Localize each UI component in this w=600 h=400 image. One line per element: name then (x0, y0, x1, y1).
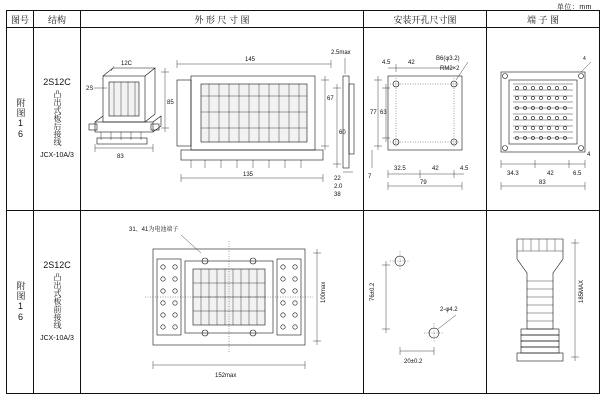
model-label-2: 2S12C (43, 260, 71, 271)
cell-terminal-1 (487, 28, 600, 211)
header-terminal: 端 子 图 (487, 11, 600, 28)
cell-structure-2 (34, 211, 81, 394)
unit-note: 单位：mm (556, 4, 592, 11)
battery-terminal-note: 31、41为电池端子 (129, 227, 179, 234)
svg-text:4: 4 (583, 56, 586, 63)
svg-text:6.5: 6.5 (573, 171, 582, 178)
svg-text:4.5: 4.5 (460, 166, 469, 173)
svg-text:7: 7 (368, 174, 372, 181)
terminal-drawing-2 (487, 211, 599, 393)
cutout-drawing-1 (364, 28, 486, 210)
svg-text:83: 83 (117, 154, 124, 161)
table-row (7, 211, 600, 394)
header-structure: 结构 (34, 11, 81, 28)
svg-text:2-φ4.2: 2-φ4.2 (440, 307, 458, 314)
cell-structure-1 (34, 28, 81, 211)
svg-text:42: 42 (408, 60, 415, 67)
header-outline: 外 形 尺 寸 图 (81, 11, 364, 28)
cell-fig-no-1 (7, 28, 34, 211)
header-fig-no: 图号 (7, 11, 34, 28)
structure-text-2: 凸出式板前接线 (53, 273, 62, 330)
svg-text:185MAX: 185MAX (579, 280, 585, 304)
svg-text:12C: 12C (121, 61, 133, 68)
svg-text:76±0.2: 76±0.2 (370, 282, 376, 302)
svg-text:83: 83 (539, 180, 546, 187)
svg-text:79: 79 (420, 180, 427, 187)
svg-text:145: 145 (245, 57, 256, 64)
svg-text:4: 4 (587, 152, 591, 159)
fig-no-label-2: 附图16 (15, 281, 26, 324)
outline-drawing-2 (81, 211, 363, 393)
svg-text:4.5: 4.5 (382, 60, 391, 67)
cell-outline-2 (81, 211, 364, 394)
series-code-2: JCX-10A/3 (40, 335, 74, 343)
svg-text:34.3: 34.3 (507, 171, 519, 178)
svg-text:85: 85 (167, 100, 174, 107)
svg-text:100max: 100max (321, 281, 327, 304)
svg-text:77: 77 (370, 110, 377, 117)
fig-no-label-1: 附图16 (15, 98, 26, 141)
svg-text:B6(φ3.2): B6(φ3.2) (436, 56, 460, 63)
model-label-1: 2S12C (43, 77, 71, 88)
cell-terminal-2 (487, 211, 600, 394)
svg-text:67: 67 (327, 96, 334, 103)
svg-text:63: 63 (380, 110, 387, 117)
svg-text:22: 22 (334, 176, 341, 183)
svg-text:RM2×2: RM2×2 (440, 66, 460, 73)
structure-block-2 (34, 256, 80, 348)
svg-text:2S: 2S (86, 86, 94, 93)
cell-cutout-1 (364, 28, 487, 211)
svg-text:42: 42 (547, 171, 554, 178)
structure-text-1: 凸出式板后接线 (53, 90, 62, 147)
structure-block-1 (34, 73, 80, 165)
terminal-drawing-1 (487, 28, 599, 210)
svg-text:2.5max: 2.5max (331, 50, 351, 57)
header-cutout: 安装开孔尺寸图 (364, 11, 487, 28)
svg-text:20±0.2: 20±0.2 (404, 359, 423, 366)
svg-text:60: 60 (339, 130, 346, 137)
table-row (7, 28, 600, 211)
outline-drawing-1 (81, 28, 363, 210)
cell-cutout-2 (364, 211, 487, 394)
cutout-drawing-2 (364, 211, 486, 393)
svg-text:42: 42 (432, 166, 439, 173)
cell-fig-no-2 (7, 211, 34, 394)
cell-outline-1 (81, 28, 364, 211)
svg-text:32.5: 32.5 (394, 166, 406, 173)
series-code-1: JCX-10A/3 (40, 152, 74, 160)
table-header-row (7, 11, 600, 28)
svg-text:152max: 152max (215, 373, 237, 380)
svg-text:135: 135 (243, 172, 254, 179)
svg-text:2.0: 2.0 (334, 184, 343, 191)
dimension-table (6, 10, 600, 394)
svg-text:38: 38 (334, 192, 341, 199)
